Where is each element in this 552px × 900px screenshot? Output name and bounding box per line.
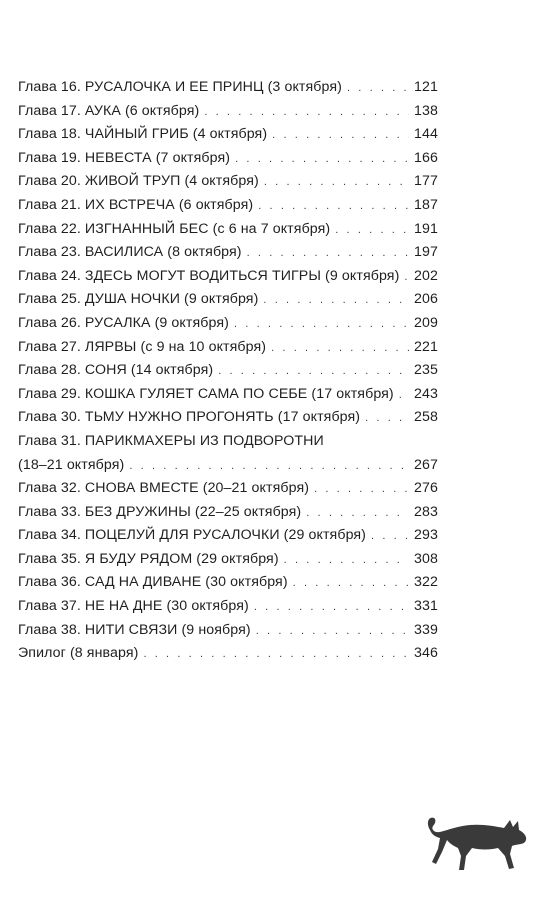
- dot-leader: [263, 289, 409, 313]
- chapter-title: Глава 26. РУСАЛКА (9 октября): [18, 314, 229, 331]
- toc-entry: [18, 359, 438, 383]
- dot-leader: [306, 502, 409, 526]
- toc-entry: [18, 288, 438, 312]
- toc-entry: [18, 501, 438, 525]
- page-number: 243: [414, 385, 438, 402]
- page-number: 346: [414, 645, 438, 662]
- chapter-title: Эпилог (8 января): [18, 645, 139, 662]
- toc-entry: [18, 194, 438, 218]
- toc-entry: [18, 524, 438, 548]
- toc-entry: [18, 595, 438, 619]
- dot-leader: [254, 596, 409, 620]
- toc-entry: [18, 147, 438, 171]
- dot-leader: [258, 195, 409, 219]
- toc-entry: [18, 571, 438, 595]
- toc-entry: [18, 170, 438, 194]
- chapter-title: Глава 25. ДУША НОЧКИ (9 октября): [18, 291, 259, 308]
- chapter-title: Глава 34. ПОЦЕЛУЙ ДЛЯ РУСАЛОЧКИ (29 октября): [18, 527, 367, 544]
- chapter-title: Глава 32. СНОВА ВМЕСТЕ (20–21 октября): [18, 480, 310, 497]
- chapter-title: Глава 35. Я БУДУ РЯДОМ (29 октября): [18, 550, 279, 567]
- page-number: 339: [414, 621, 438, 638]
- dot-leader: [264, 171, 409, 195]
- dot-leader: [314, 478, 409, 502]
- chapter-title: Глава 30. ТЬМУ НУЖНО ПРОГОНЯТЬ (17 октября): [18, 409, 361, 426]
- chapter-title: Глава 31. ПАРИКМАХЕРЫ ИЗ ПОДВОРОТНИ: [18, 432, 324, 449]
- dot-leader: [335, 219, 409, 243]
- dot-leader: [235, 148, 409, 172]
- page-number: 258: [414, 409, 438, 426]
- toc-entry: [18, 218, 438, 242]
- dot-leader: [399, 384, 409, 408]
- toc-entry: [18, 430, 438, 477]
- page-number: 202: [414, 267, 438, 284]
- dot-leader: [365, 407, 409, 431]
- page-number: 293: [414, 527, 438, 544]
- chapter-title-continued: (18–21 октября): [18, 456, 125, 473]
- chapter-title: Глава 33. БЕЗ ДРУЖИНЫ (22–25 октября): [18, 503, 302, 520]
- toc-entry: [18, 642, 438, 666]
- chapter-title: Глава 20. ЖИВОЙ ТРУП (4 октября): [18, 173, 259, 190]
- page-number: 322: [414, 574, 438, 591]
- page-number: 191: [414, 220, 438, 237]
- page-number: 283: [414, 503, 438, 520]
- toc-entry: [18, 76, 438, 100]
- page-number: 138: [414, 102, 438, 119]
- page-number: 166: [414, 149, 438, 166]
- dot-leader: [272, 124, 409, 148]
- chapter-title: Глава 18. ЧАЙНЫЙ ГРИБ (4 октября): [18, 126, 268, 143]
- cat-silhouette-icon: [424, 802, 534, 882]
- chapter-title: Глава 27. ЛЯРВЫ (с 9 на 10 октября): [18, 338, 267, 355]
- dot-leader: [129, 455, 409, 479]
- chapter-title: Глава 38. НИТИ СВЯЗИ (9 ноября): [18, 621, 251, 638]
- toc-entry: [18, 336, 438, 360]
- toc-entry: [18, 383, 438, 407]
- toc-entry: [18, 312, 438, 336]
- page-number: 235: [414, 362, 438, 379]
- dot-leader: [293, 572, 409, 596]
- page-number: 276: [414, 480, 438, 497]
- chapter-title: Глава 28. СОНЯ (14 октября): [18, 362, 214, 379]
- dot-leader: [404, 266, 409, 290]
- page-number: 177: [414, 173, 438, 190]
- dot-leader: [271, 337, 409, 361]
- page-number: 144: [414, 126, 438, 143]
- page-number: 308: [414, 550, 438, 567]
- page-number: 221: [414, 338, 438, 355]
- toc-entry: [18, 123, 438, 147]
- toc-entry: [18, 265, 438, 289]
- chapter-title: Глава 16. РУСАЛОЧКА И ЕЕ ПРИНЦ (3 октября): [18, 79, 342, 95]
- dot-leader: [234, 313, 409, 337]
- chapter-title: Глава 24. ЗДЕСЬ МОГУТ ВОДИТЬСЯ ТИГРЫ (9 октября): [18, 267, 400, 284]
- page-number: 206: [414, 291, 438, 308]
- table-of-contents: [18, 76, 438, 666]
- chapter-title: Глава 29. КОШКА ГУЛЯЕТ САМА ПО СЕБЕ (17 октября): [18, 385, 394, 402]
- dot-leader: [347, 77, 409, 101]
- page-number: 331: [414, 598, 438, 615]
- chapter-title: Глава 17. АУКА (6 октября): [18, 102, 200, 119]
- toc-entry: [18, 406, 438, 430]
- page-number: 121: [414, 79, 438, 95]
- toc-entry: [18, 241, 438, 265]
- dot-leader: [218, 360, 409, 384]
- page-number: 267: [414, 456, 438, 473]
- chapter-title: Глава 21. ИХ ВСТРЕЧА (6 октября): [18, 196, 254, 213]
- chapter-title: Глава 23. ВАСИЛИСА (8 октября): [18, 244, 242, 261]
- chapter-title: Глава 19. НЕВЕСТА (7 октября): [18, 149, 231, 166]
- toc-entry: [18, 100, 438, 124]
- chapter-title: Глава 22. ИЗГНАННЫЙ БЕС (с 6 на 7 октября): [18, 220, 331, 237]
- dot-leader: [371, 525, 409, 549]
- chapter-title: Глава 36. САД НА ДИВАНЕ (30 октября): [18, 574, 288, 591]
- dot-leader: [247, 242, 409, 266]
- toc-entry: [18, 619, 438, 643]
- dot-leader: [284, 549, 409, 573]
- toc-entry: [18, 477, 438, 501]
- dot-leader: [143, 643, 409, 667]
- page-number: 187: [414, 196, 438, 213]
- chapter-title: Глава 37. НЕ НА ДНЕ (30 октября): [18, 598, 249, 615]
- toc-entry: [18, 548, 438, 572]
- page-number: 209: [414, 314, 438, 331]
- page-number: 197: [414, 244, 438, 261]
- dot-leader: [204, 101, 409, 125]
- dot-leader: [256, 620, 409, 644]
